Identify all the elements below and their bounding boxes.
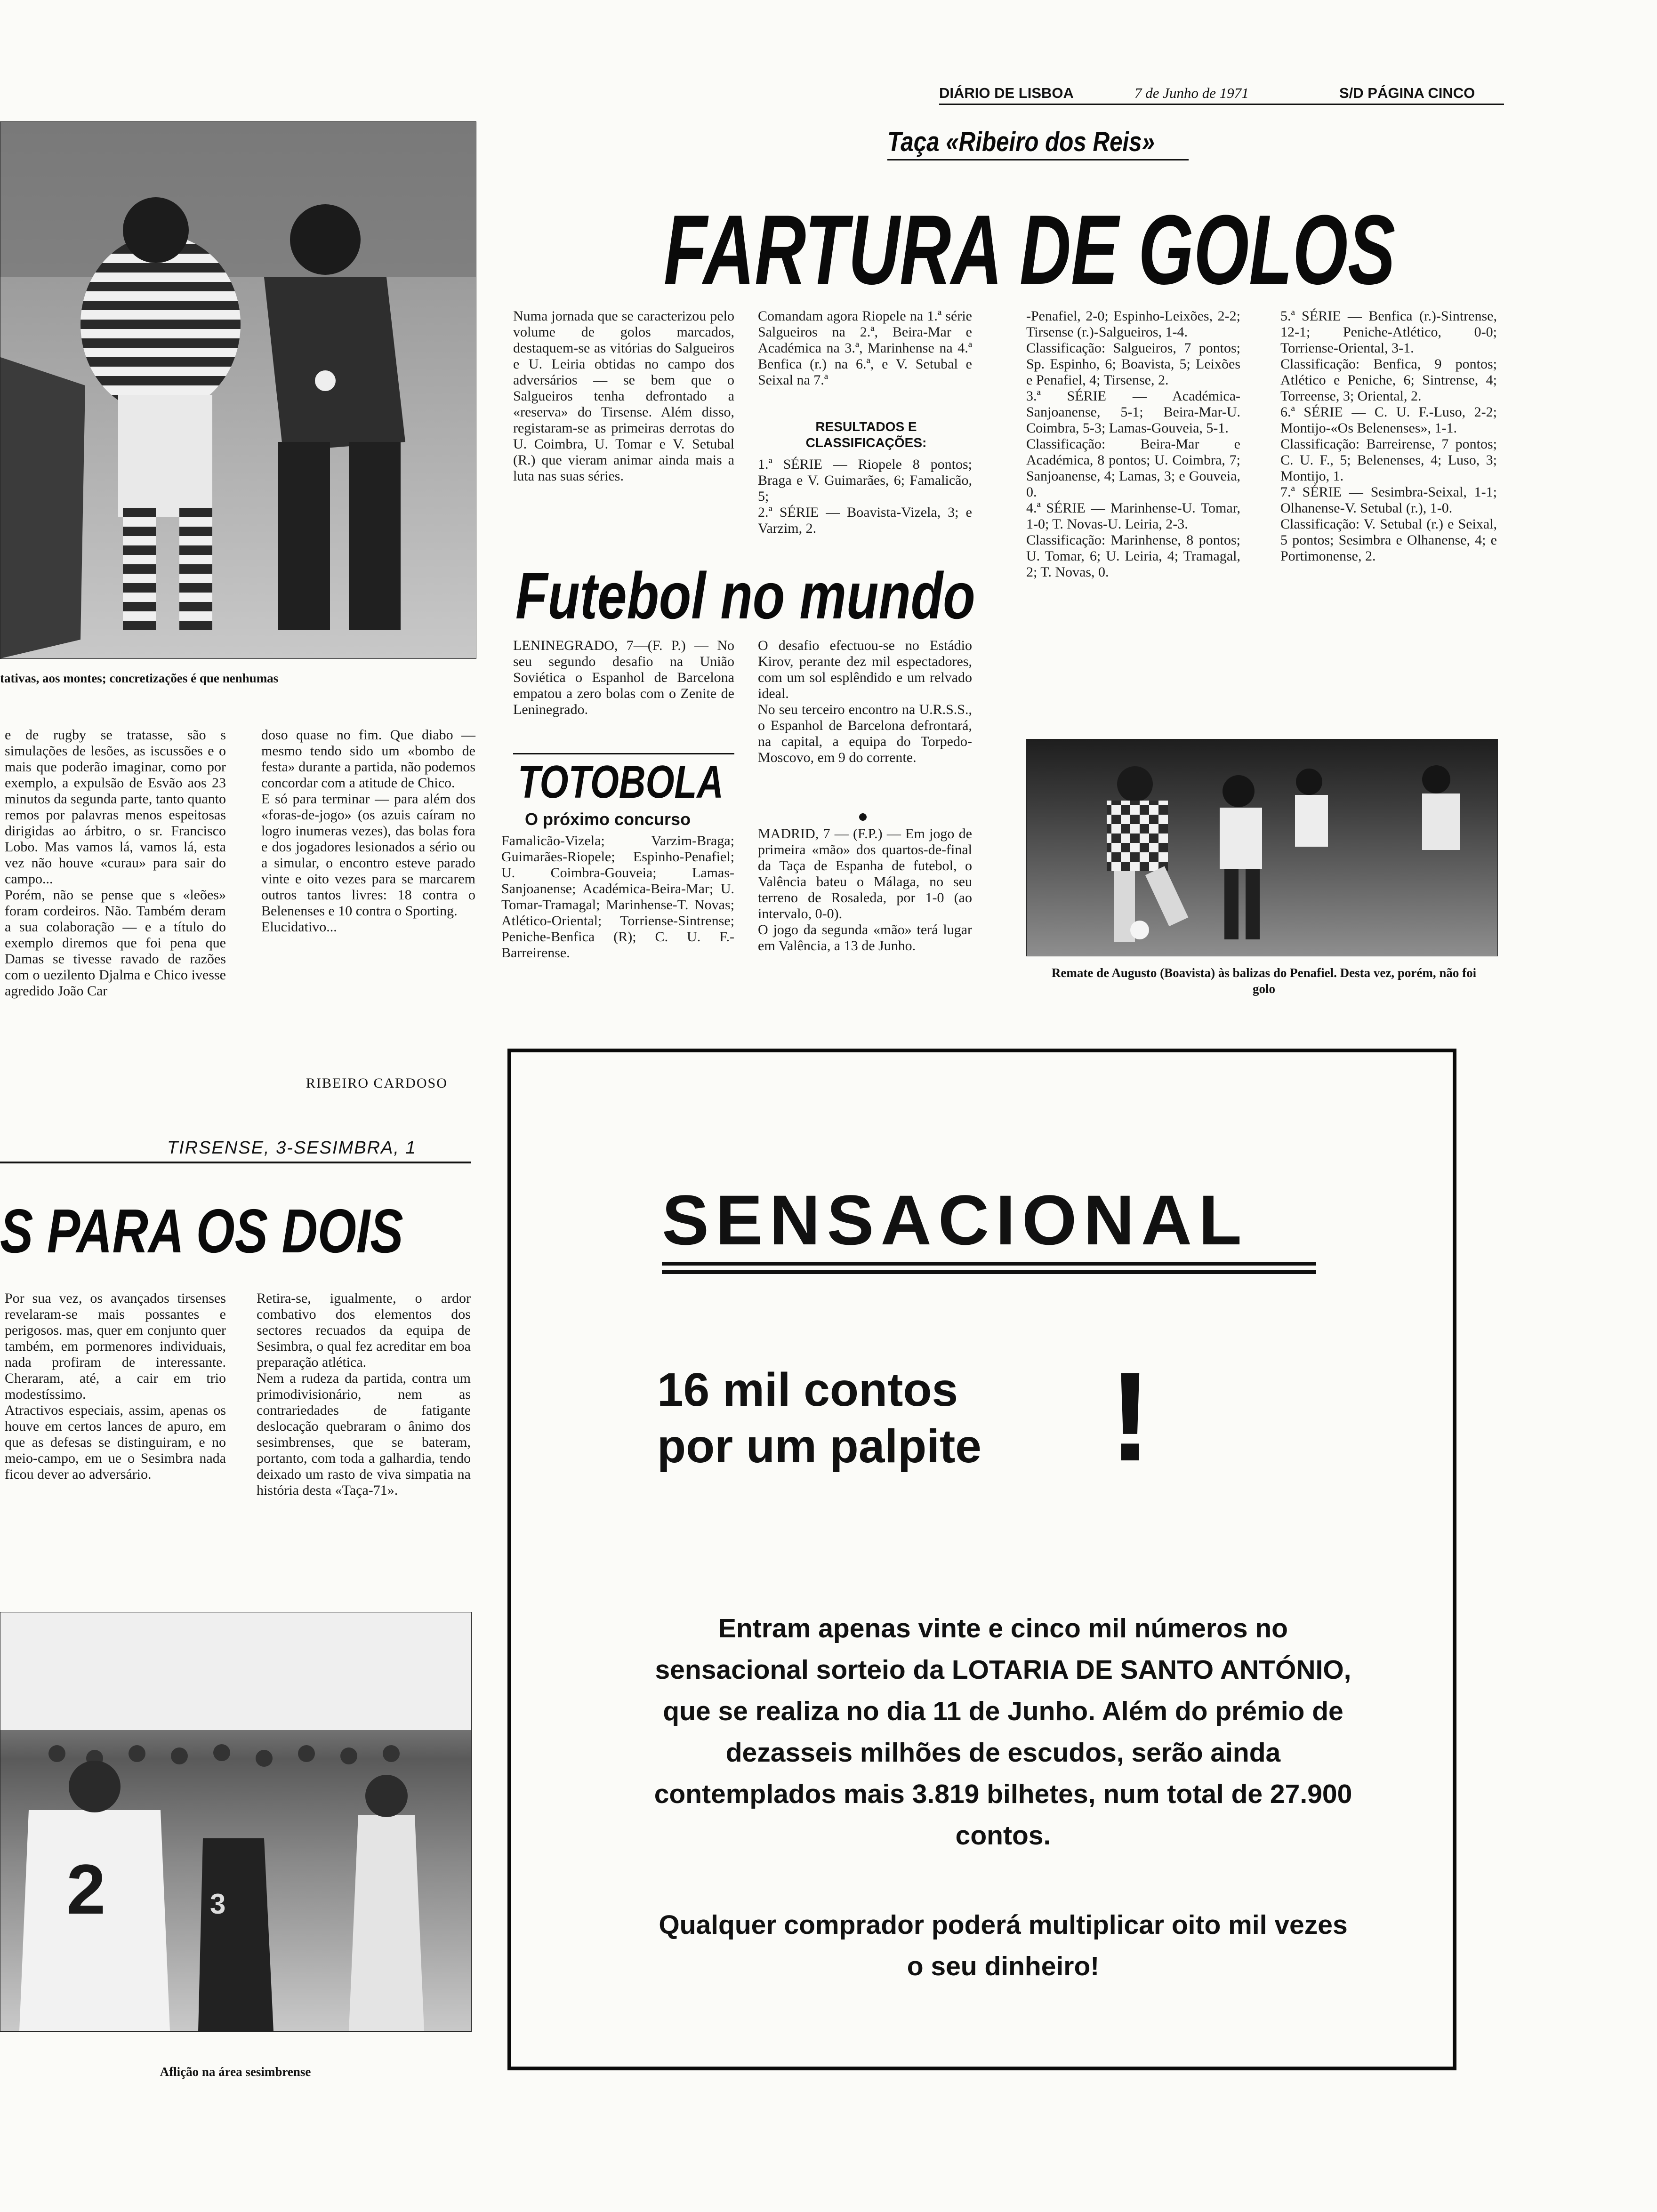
tirsense-col1: Por sua vez, os avançados tirsenses revelaram-se mais possantes e perigosos. mas, quer em conjunto quer também, em pormenores individuais, nada profiram de interessante. Cheraram, até, a cair em trio modestíssimo. Atractivos especiais, assim, apenas os houve em certos lances de apuro, em que as defesas se distinguiram, e no meio-campo, em ue o Sesimbra nada ficou dever ao adversário. [5,1290,226,1482]
ad-exclamation: ! [1109,1346,1151,1488]
tirsense-kicker: TIRSENSE, 3-SESIMBRA, 1 [167,1138,417,1158]
tirsense-headline: S PARA OS DOIS [0,1196,403,1266]
header-rule [939,104,1504,105]
svg-text:3: 3 [210,1888,226,1920]
fartura-headline: FARTURA DE GOLOS [664,194,1396,305]
match-photo-graphic [0,122,476,658]
totobola-body: Famalicão-Vizela; Varzim-Braga; Guimarães-Riopele; Espinho-Penafiel; U. Coimbra-Gouveia; Lamas-Sanjoanense; Académica-Beira-Mar; U. Tomar-Tramagal; Marinhense-T. Novas; Atlético-Oriental; Torriense-Sintrense; Peniche-Benfica (R); C. U. F.-Barreirense. [501,833,738,961]
lead-col2-subhead: RESULTADOS E CLASSIFICAÇÕES: [805,419,927,450]
lead-col2-results: 1.ª SÉRIE — Riopele 8 pontos; Braga e V. Guimarães, 6; Famalicão, 5; 2.ª SÉRIE — Boavista-Vizela, 3; e Varzim, 2. [758,457,972,536]
ad-line2: por um palpite [657,1420,981,1473]
lead-col4: 5.ª SÉRIE — Benfica (r.)-Sintrense, 12-1; Peniche-Atlético, 0-0; Torriense-Oriental, 3-1. Classificação: Benfica, 9 pontos; Atlético e Peniche, 6; Sintrense, 4; Torreense, 3; Oriental, 2. 6.ª SÉRIE — C. U. F.-Luso, 2-2; Montijo-«Os Belenenses», 1-1. Classificação: Barreirense, 7 pontos; C. U. F., 5; Belenenses, 4; Luso, 3; Montijo, 1. 7.ª SÉRIE — Sesimbra-Seixal, 1-1; Olhanense-V. Setubal (r.), 1-0. Classificação: V. Setubal (r.) e Seixal, 5 pontos; Sesimbra e Olhanense, 4; e Portimonense, 2. [1280,308,1497,564]
totobola-sub: O próximo concurso [525,809,691,829]
boavista-penafiel-photo [1026,739,1498,956]
tirsense-rule [0,1162,471,1163]
lotaria-advertisement [507,1049,1456,2070]
left-story-col1: e de rugby se tratasse, são s simulações de lesões, as iscussões e o mais que poderão imaginar, como por exemplo, a expulsão de Esvão aos 23 minutos da segunda parte, tanto quanto remos por palavras menos espeitosas dirigidas ao árbitro, o sr. Francisco Lobo. Mas vamos lá, vamos lá, esta vez não houve «curau» para sair do campo... Porém, não se pense que s «leões» foram cordeiros. Não. Também deram a sua colaboração — e a título do exemplo diremos que foi pena que Damas se tivesse ravado de razões com o uezilento Djalma e Chico ivesse agredido João Car [5,727,226,999]
bullet-divider [859,813,867,821]
ad-body: Entram apenas vinte e cinco mil números no sensacional sorteio da LOTARIA DE SANTO ANTÓNIO, que se realiza no dia 11 de Junho. Além do prémio de dezasseis milhões de escudos, serão ainda contemplados mais 3.819 bilhetes, num total de 27.900 contos. [654,1613,1352,1851]
taca-kicker: Taça «Ribeiro dos Reis» [887,127,1155,157]
page-header [939,85,1504,104]
boavista-photo-caption: Remate de Augusto (Boavista) às balizas do Penafiel. Desta vez, porém, não foi golo [1051,966,1477,996]
taca-kicker-underline [887,159,1189,160]
ad-line1: 16 mil contos [657,1363,958,1416]
photo-caption-top-left: tativas, aos montes; concretizações é que nenhumas [0,671,279,685]
newspaper-name: DIÁRIO DE LISBOA [939,85,1074,101]
totobola-headline: TOTOBOLA [518,756,724,808]
mundo-col2: O desafio efectuou-se no Estádio Kirov, perante dez mil espectadores, com um sol esplêndido e um relvado ideal. No seu terceiro encontro na U.R.S.S., o Espanhol de Barcelona defrontará, na capital, a equipa do Torpedo-Moscovo, em 9 do corrente. [758,638,972,765]
issue-date: 7 de Junho de 1971 [1134,85,1249,101]
svg-text:2: 2 [66,1850,106,1929]
lead-col2-intro: Comandam agora Riopele na 1.ª série Salgueiros na 2.ª, Beira-Mar e Académica na 3.ª, Marinhense na 4.ª Benfica (r.) na 6.ª, e V. Setubal e Seixal na 7.ª [758,308,976,388]
lead-col1: Numa jornada que se caracterizou pelo volume de golos marcados, destaquem-se as vitórias do Salgueiros e U. Leiria obtidas no campo dos adversários — se bem que o Salgueiros tenha defrontado a «reserva» do Tirsense. Além disso, registaram-se as primeiras derrotas do U. Coimbra, U. Tomar e V. Setubal (R.) que vieram animar ainda mais a luta nas suas séries. [513,308,738,484]
ad-closing: Qualquer comprador poderá multiplicar oito mil vezes o seu dinheiro! [659,1910,1348,1981]
football-match-photo-bottom-left [0,1612,472,2032]
left-story-byline: RIBEIRO CARDOSO [306,1075,448,1091]
lead-col3: -Penafiel, 2-0; Espinho-Leixões, 2-2; Tirsense (r.)-Salgueiros, 1-4. Classificação: Salgueiros, 7 pontos; Sp. Espinho, 6; Boavista, 5; Leixões e Penafiel, 4; Tirsense, 2. 3.ª SÉRIE — Académica-Sanjoanense, 5-1; Beira-Mar-U. Coimbra, 5-3; Lamas-Gouveia, 5-1. Classificação: Beira-Mar e Académica, 8 pontos; U. Coimbra, 7; Sanjoanense, 4; Lamas, 3; e Gouveia, 0. 4.ª SÉRIE — Marinhense-U. Tomar, 1-0; T. Novas-U. Leiria, 2-3. Classificação: Marinhense, 8 pontos; U. Tomar, 6; U. Leiria, 4; Tramagal, 2; T. Novas, 0. [1026,308,1240,580]
ad-rule-1 [662,1262,1316,1266]
photo-caption-bottom-left: Aflição na área sesimbrense [160,2065,311,2079]
totobola-rule [513,753,734,754]
boavista-photo-graphic [1027,739,1497,956]
left-story-col2: doso quase no fim. Que diabo — mesmo tendo sido um «bombo de festa» durante a partida, não podemos concordar com a atitude de Chico. E só para terminar — para além dos «foras-de-jogo» (os azuis caíram no logro inumeras vezes), das bolas fora e dos jogadores lesionados a sério ou a simular, o encontro esteve parado vinte e oito vezes para se marcarem outros tantos livres: 18 contra o Belenenses e 10 contra o Sporting. Elucidativo... [261,727,475,935]
page-number: S/D PÁGINA CINCO [1339,85,1475,101]
ad-headline: SENSACIONAL [662,1180,1248,1259]
tirsense-col2: Retira-se, igualmente, o ardor combativo dos elementos dos sectores recuados da equipa de Sesimbra, o qual fez acreditar em boa preparação atlética. Nem a rudeza da partida, contra um primodivisionário, nem as contrariedades de fatigante deslocação quebraram o ânimo dos sesimbrenses, que se bateram, portanto, com toda a galhardia, tendo deixado um rasto de viva simpatia na história desta «Taça-71». [257,1290,471,1498]
football-match-photo-top-left [0,121,476,659]
ad-rule-2 [662,1270,1316,1274]
mundo-col1: LENINEGRADO, 7—(F. P.) — No seu segundo desafio na União Soviética o Espanhol de Barcelona empatou a zero bolas com o Zenite de Leninegrado. [513,638,738,717]
sesimbra-photo-graphic [0,1612,471,2031]
mundo-headline: Futebol no mundo [515,559,975,633]
mundo-col2b: MADRID, 7 — (F.P.) — Em jogo de primeira «mão» dos quartos-de-final da Taça de Espanha de futebol, o Valência bateu o Málaga, no seu terreno de Rosaleda, por 1-0 (ao intervalo, 0-0). O jogo da segunda «mão» terá lugar em Valência, a 13 de Junho. [758,826,972,954]
